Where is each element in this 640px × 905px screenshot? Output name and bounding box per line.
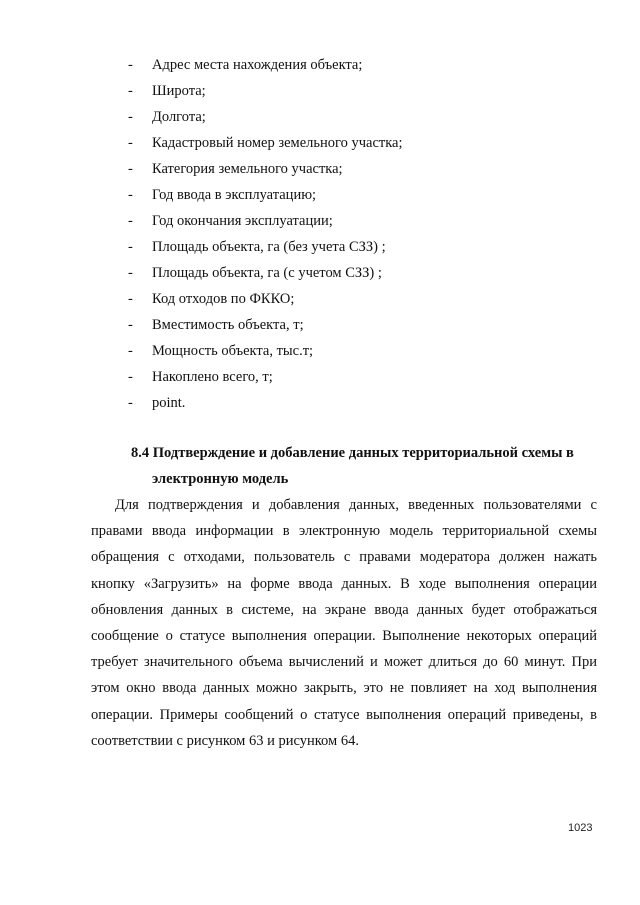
list-item-text: Категория земельного участка; [152,161,343,177]
list-item-text: Накоплено всего, т; [152,369,273,385]
list-item [128,156,403,182]
page-number: 1023 [568,822,593,834]
list-item-text: Площадь объекта, га (с учетом СЗЗ) ; [152,265,382,281]
list-item-text: Долгота; [152,109,206,125]
list-item [128,234,403,260]
section-title-line1: Подтверждение и добавление данных территориальной схемы в [152,445,574,461]
list-marker: - [128,187,133,203]
list-marker: - [128,135,133,151]
body-paragraph: Для подтверждения и добавления данных, введенных пользователями с правами ввода информации в электронную модель территориальной схемы обращения с отходами, пользователь с правами модератора должен нажать кнопку «Загрузить» на форме ввода данных. В ходе выполнения операции обновления данных в системе, на экране ввода данных будет отображаться сообщение о статусе выполнения операции. Выполнение некоторых операций требует значительного объема вычислений и может длиться до 60 минут. При этом окно ввода данных можно закрыть, это не повлияет на ход выполнения операции. Примеры сообщений о статусе выполнения операций приведены, в соответствии с рисунком 63 и рисунком 64. [91,497,597,749]
list-item-text: Площадь объекта, га (без учета СЗЗ) ; [152,239,386,255]
list-item-text: point. [152,395,186,411]
list-marker: - [128,161,133,177]
list-marker: - [128,109,133,125]
list-marker: - [128,239,133,255]
list-marker: - [128,395,133,411]
section-title-line2: электронную модель [152,471,289,487]
list-item [128,260,403,286]
list-item [128,104,403,130]
list-marker: - [128,343,133,359]
list-item-text: Широта; [152,83,206,99]
list-item [128,78,403,104]
list-item [128,286,403,312]
list-item [128,130,403,156]
list-item [128,338,403,364]
list-item [128,182,403,208]
list-item-text: Адрес места нахождения объекта; [152,57,363,73]
list-item-text: Код отходов по ФККО; [152,291,295,307]
list-item-text: Мощность объекта, тыс.т; [152,343,314,359]
list-marker: - [128,57,133,73]
list-item-text: Год ввода в эксплуатацию; [152,187,317,203]
list-marker: - [128,83,133,99]
list-item-text: Вместимость объекта, т; [152,317,304,333]
list-marker: - [128,369,133,385]
list-item-text: Кадастровый номер земельного участка; [152,135,403,151]
list-item [128,52,403,78]
list-item-text: Год окончания эксплуатации; [152,213,333,229]
list-marker: - [128,265,133,281]
section-heading [131,440,601,492]
list-marker: - [128,317,133,333]
field-list [128,52,403,416]
list-item [128,208,403,234]
list-marker: - [128,291,133,307]
list-item [128,312,403,338]
section-number: 8.4 [131,445,150,461]
list-item [128,364,403,390]
list-item [128,390,403,416]
list-marker: - [128,213,133,229]
